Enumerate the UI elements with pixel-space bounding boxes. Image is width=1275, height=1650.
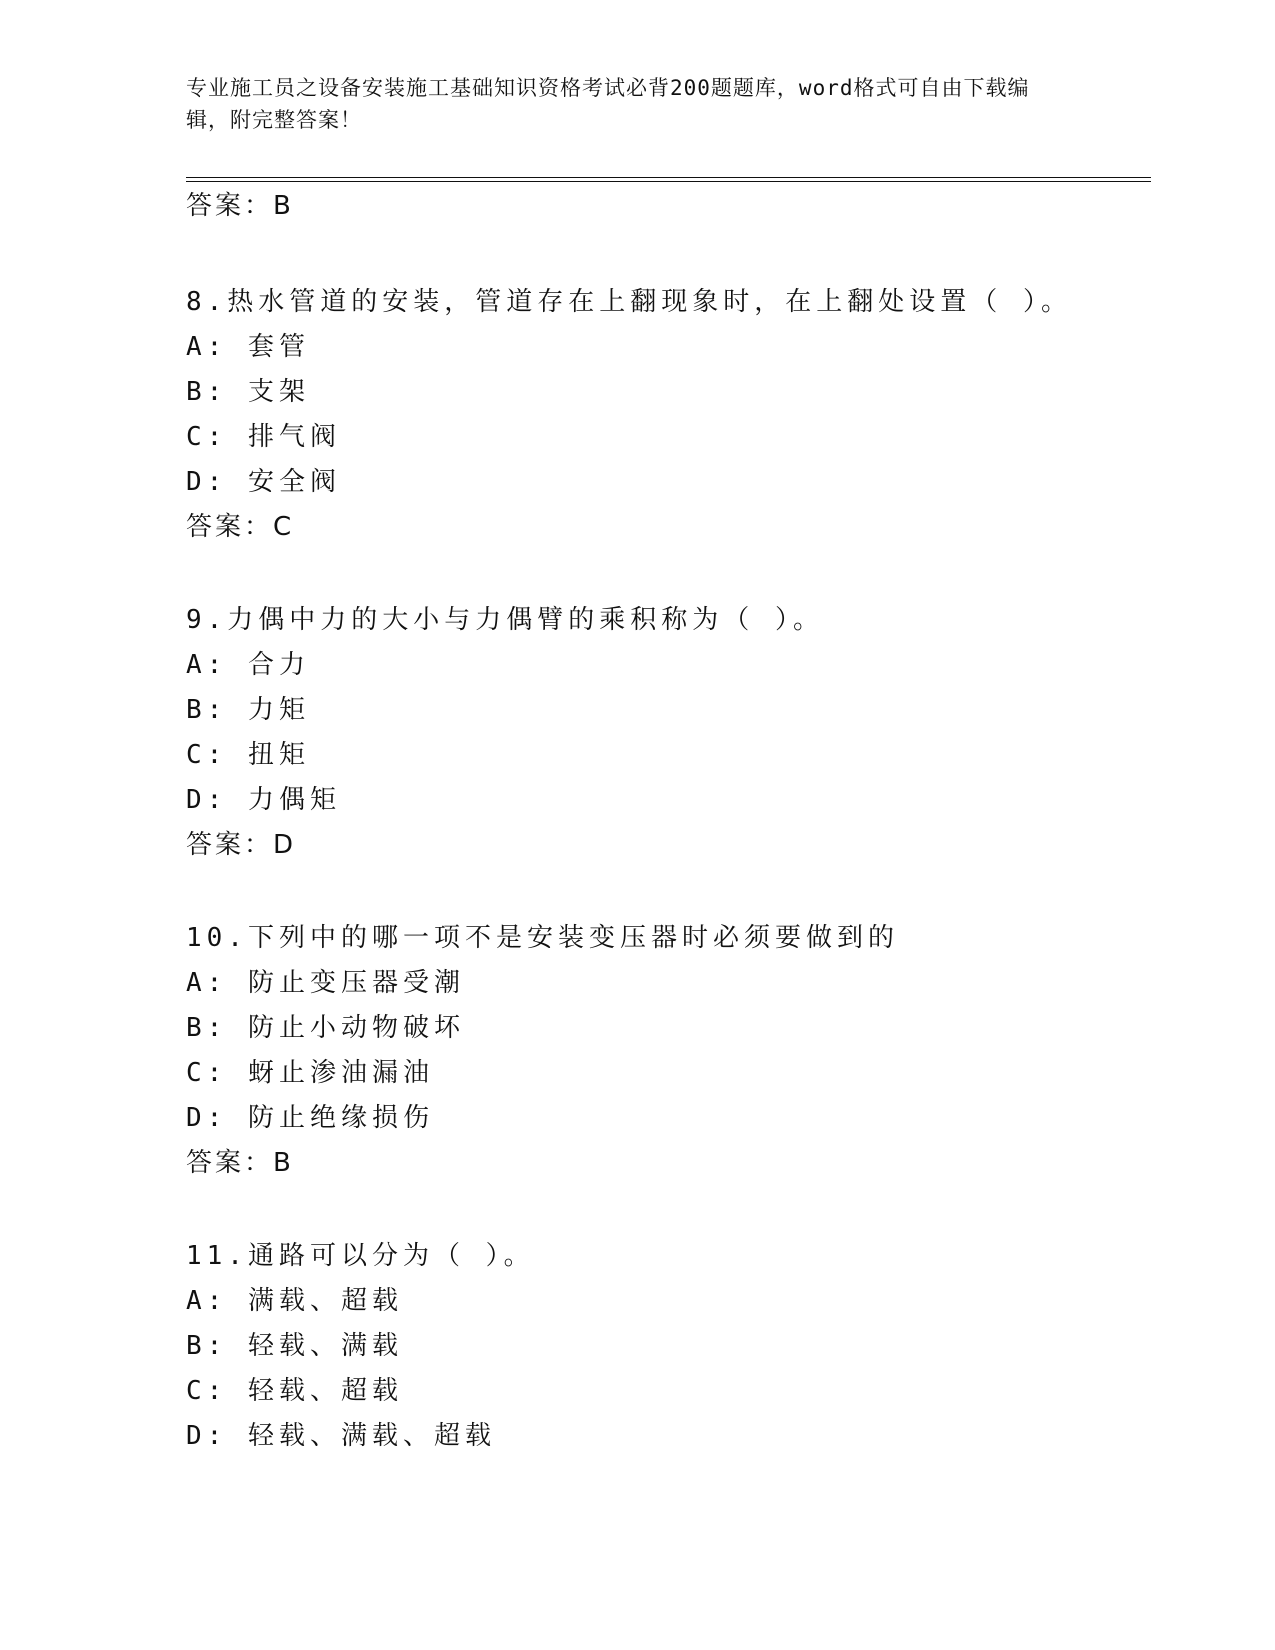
- question-line: 10.下列中的哪一项不是安装变压器时必须要做到的: [186, 923, 899, 953]
- header-title: 专业施工员之设备安装施工基础知识资格考试必背200题题库，word格式可自由下载编辑，附完整答案！: [186, 76, 1030, 132]
- option-line: C: 蚜止渗油漏油: [186, 1058, 434, 1088]
- header-rule-bottom: [186, 181, 1151, 182]
- option-line: C: 轻载、超载: [186, 1376, 403, 1406]
- option-line: A: 合力: [186, 650, 310, 680]
- header-rule-top: [186, 177, 1151, 178]
- question-line: 9.力偶中力的大小与力偶臂的乘积称为（ ）。: [186, 605, 824, 635]
- option-line: C: 排气阀: [186, 422, 341, 452]
- option-line: A: 套管: [186, 332, 310, 362]
- option-line: B: 支架: [186, 377, 310, 407]
- answer-line: 答案：B: [186, 1148, 294, 1178]
- option-line: B: 轻载、满载: [186, 1331, 403, 1361]
- option-line: A: 满载、超载: [186, 1286, 403, 1316]
- option-line: C: 扭矩: [186, 740, 310, 770]
- answer-line: 答案：B: [186, 191, 294, 221]
- option-line: D: 安全阀: [186, 467, 341, 497]
- answer-line: 答案：D: [186, 830, 297, 860]
- question-line: 11.通路可以分为（ ）。: [186, 1241, 535, 1271]
- option-line: B: 力矩: [186, 695, 310, 725]
- option-line: B: 防止小动物破坏: [186, 1013, 465, 1043]
- answer-line: 答案：C: [186, 512, 295, 542]
- option-line: A: 防止变压器受潮: [186, 968, 465, 998]
- question-line: 8.热水管道的安装，管道存在上翻现象时，在上翻处设置（ ）。: [186, 287, 1072, 317]
- option-line: D: 防止绝缘损伤: [186, 1103, 434, 1133]
- option-line: D: 力偶矩: [186, 785, 341, 815]
- option-line: D: 轻载、满载、超载: [186, 1421, 496, 1451]
- document-header: [186, 72, 1066, 136]
